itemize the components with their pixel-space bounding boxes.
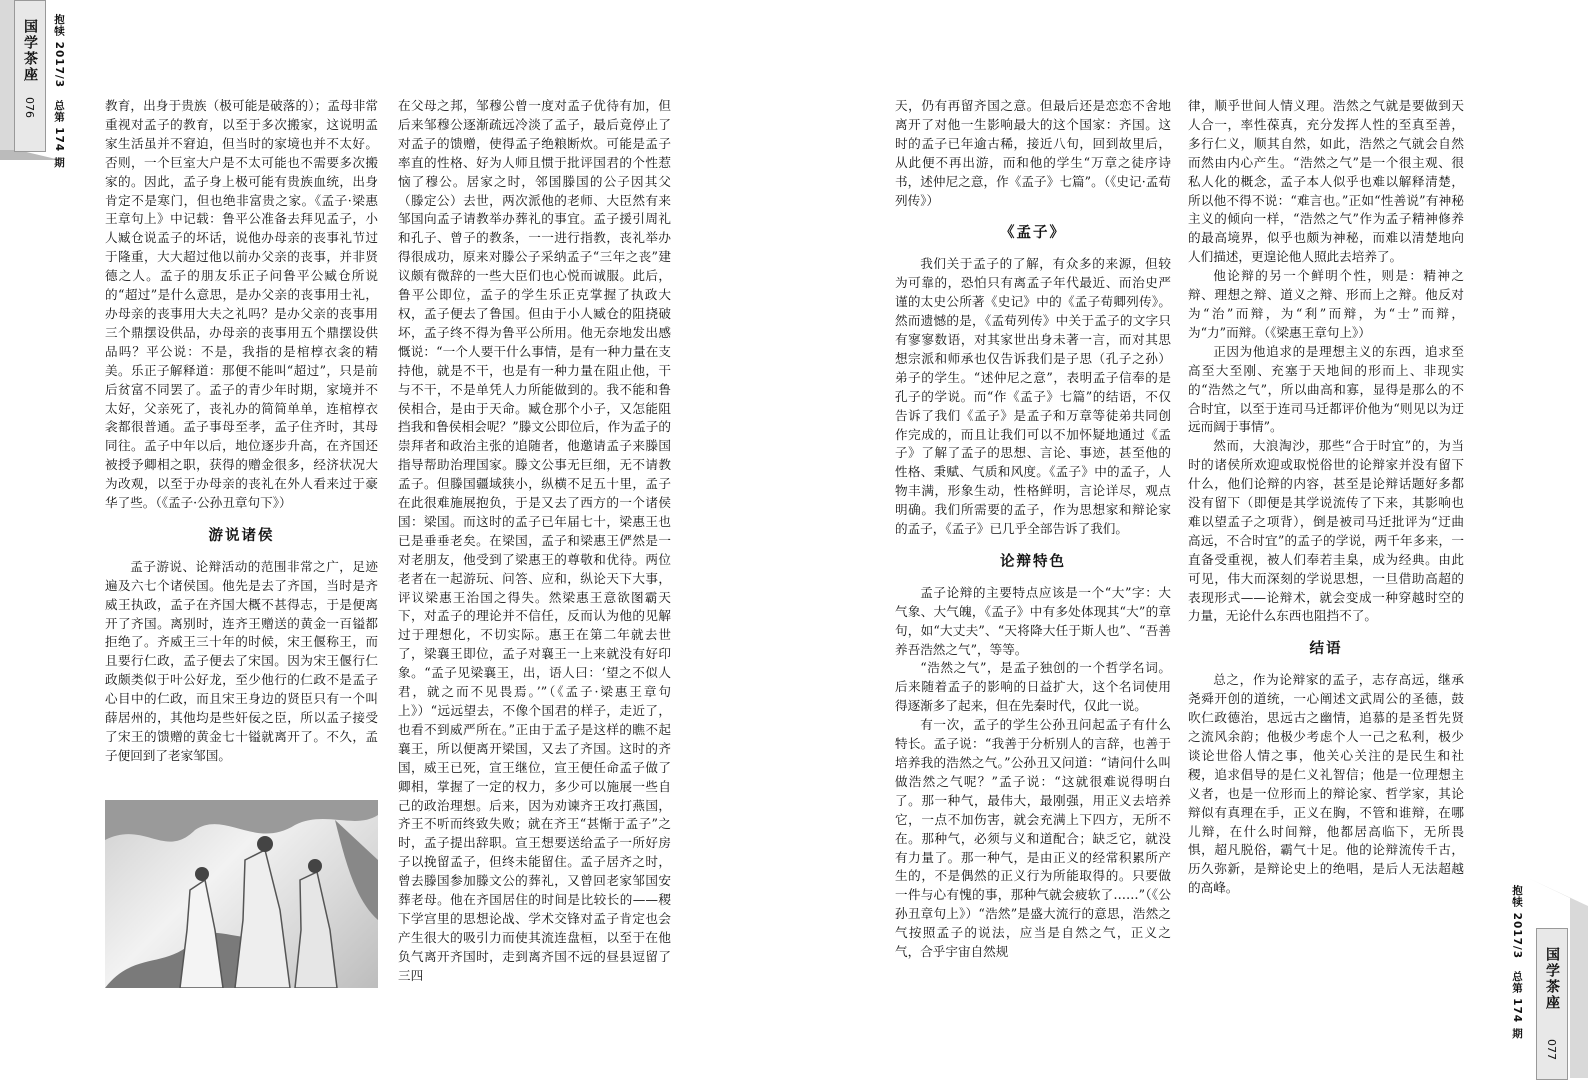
col4-para-1: 律，顺乎世间人情义理。浩然之气就是要做到天人合一，率性葆真，充分发挥人性的至真至善，多行仁义，顺其自然，如此，浩然之气就会自然而然由内心产生。“浩然之气”是一个很主观、很私人化的概念，孟子本人似乎也难以解释清楚，所以他不得不说：“难言也。”正如“性善说”有神秘主义的倾向一样，“浩然之气”作为孟子精神修养的最高境界，似乎也颇为神秘，而难以清楚地向人们描述，更遑论他人照此去培养了。 — [1188, 98, 1464, 265]
col4-para-4: 然而，大浪淘沙，那些“合于时宜”的，为当时的诸侯所欢迎或取悦俗世的论辩家并没有留下什么，他们论辩的内容，甚至是论辩话题好多都没有留下（即便是其学说流传了下来，其影响也难以望孟子之项背），倒是被司马迁批评为“迂曲高远，不合时宜”的孟子的学说，两千年多来，一直备受重视，被人们奉若圭臬，成为经典。由此可见，伟大而深刻的学说思想，一旦借助高超的表现形式——论辩术，就会变成一种穿越时空的力量，无论什么东西也阻挡不了。 — [1188, 438, 1464, 624]
column-1 — [105, 97, 378, 766]
col3-para-2: 我们关于孟子的了解，有众多的来源，但较为可靠的，恐怕只有离孟子年代最近、而治史严谨的太史公所著《史记》中的《孟子荀卿列传》。然而遗憾的是，《孟荀列传》中关于孟子的文字只有寥寥数语，对其家世出身未著一言，而对其思想宗派和师承也仅告诉我们是子思（孔子之孙）弟子的学生。“述仲尼之意”，表明孟子信奉的是孔子的学说。而“作《孟子》七篇”的结语，不仅告诉了我们《孟子》是孟子和万章等徒弟共同创作完成的，而且让我们可以不加怀疑地通过《孟子》了解了孟子的思想、言论、事迹，甚至他的性格、秉赋、气质和风度。《孟子》中的孟子，人物丰满，形象生动，性格鲜明，言论详尽，观点明确。我们所需要的孟子，作为思想家和辩论家的孟子，《孟子》已几乎全部告诉了我们。 — [895, 256, 1171, 537]
section-tab-left — [14, 0, 46, 152]
mencius-illustration — [105, 800, 378, 988]
magazine-issue-right: 抱犊 2017/3 总第 174 期 — [1511, 885, 1523, 1040]
heading-mengzi: 《孟子》 — [1000, 225, 1066, 242]
col4-para-2: 他论辩的另一个鲜明个性，则是：精神之辩、理想之辩、道义之辩、形而上之辩。他反对为“治”而辩，为“利”而辩，为“士”而辩，为“力”而辩。（《梁惠王章句上》） — [1188, 268, 1464, 340]
column-2 — [398, 97, 671, 986]
magazine-issue-left: 抱犊 2017/3 总第 174 期 — [53, 14, 65, 169]
column-4 — [1188, 97, 1464, 898]
section-tab-right — [1536, 928, 1568, 1080]
col2-para-1: 在父母之邦，邹穆公曾一度对孟子优待有加，但后来邹穆公逐渐疏远冷淡了孟子，最后竟停止了对孟子的馈赠，使得孟子绝粮断炊。可能是孟子率直的性格、好为人师且惯于批评国君的个性惹恼了穆公。居家之时，邻国滕国的公子因其父（滕定公）去世，两次派他的老师、大臣然有来邹国向孟子请教举办葬礼的事宜。孟子援引周礼和孔子、曾子的教条，一一进行指教，丧礼举办得很成功，原来对滕公子采纳孟子“三年之丧”建议颇有微辞的一些大臣们也心悦而诚服。此后，鲁平公即位，孟子的学生乐正克掌握了执政大权，孟子便去了鲁国。但由于小人臧仓的阻挠破坏，孟子终不得为鲁平公所用。他无奈地发出感慨说：“一个人要干什么事情，是有一种力量在支持他，就是不干，也是有一种力量在阻止他，干与不干，不是单凭人力所能做到的。我不能和鲁侯相合，是由于天命。臧仓那个小子，又怎能阻挡我和鲁侯相会呢？”滕文公即位后，作为孟子的崇拜者和政治主张的追随者，他邀请孟子来滕国指导帮助治理国家。滕文公事无巨细，无不请教孟子。但滕国疆域狭小，纵横不足五十里，孟子在此很难施展抱负，于是又去了西方的一个诸侯国：梁国。而这时的孟子已年届七十，梁惠王也已是垂垂老矣。在梁国，孟子和梁惠王俨然是一对老朋友，他受到了梁惠王的尊敬和优待。两位老者在一起游玩、问答、应和，纵论天下大事，评议梁惠王治国之得失。然梁惠王意欲图霸天下，对孟子的理论并不信任，反而认为他的见解过于理想化，不切实际。惠王在第二年就去世了，梁襄王即位，孟子对襄王一上来就没有好印象。“孟子见梁襄王，出，语人曰：‘望之不似人君，就之而不见畏焉。’”（《孟子·梁惠王章句上》）“远远望去，不像个国君的样子，走近了，也看不到威严所在。”正由于孟子是这样的瞧不起襄王，所以便离开梁国，又去了齐国。这时的齐国，威王已死，宣王继位，宣王便任命孟子做了卿相，掌握了一定的权力，多少可以施展一些自己的政治理想。后来，因为劝谏齐王攻打燕国，齐王不听而终致失败；就在齐王“甚惭于孟子”之时，孟子提出辞职。宣王想要送给孟子一所好房子以挽留孟子，但终未能留住。孟子居齐之时，曾去滕国参加滕文公的葬礼，又曾回老家邹国安葬老母。他在齐国居住的时间是比较长的——稷下学宫里的思想论战、学术交锋对孟子肯定也会产生很大的吸引力而使其流连盘桓，以至于在他负气离开齐国时，走到离齐国不远的昼县逗留了三四 — [398, 98, 671, 983]
col3-para-1: 天，仍有再留齐国之意。但最后还是恋恋不舍地离开了对他一生影响最大的这个国家：齐国。这时的孟子已年逾古稀，接近八旬，回到故里后，从此便不再出游，而和他的学生“万章之徒序诗书，述仲尼之意，作《孟子》七篇”。（《史记·孟荀列传》） — [895, 98, 1171, 208]
col3-para-5: 有一次，孟子的学生公孙丑问起孟子有什么特长。孟子说：“我善于分析别人的言辞，也善于培养我的浩然之气。”公孙丑又问道：“请问什么叫做浩然之气呢？”孟子说：“这就很难说得明白了。那一种气，最伟大，最刚强，用正义去培养它，一点不加伤害，就会充满上下四方，无所不在。那种气，必须与义和道配合；缺乏它，就没有力量了。那一种气，是由正义的经常积累所产生的，不是偶然的正义行为所能取得的。只要做一件与心有愧的事，那种气就会疲软了……”（《公孙丑章句上》）“浩然”是盛大流行的意思，浩然之气按照孟子的说法，应当是自然之气，正义之气，合乎宇宙自然规 — [895, 717, 1171, 960]
col3-para-4: “浩然之气”，是孟子独创的一个哲学名词。后来随着孟子的影响的日益扩大，这个名词使用得逐渐多了起来，但在先秦时代，仅此一说。 — [895, 660, 1171, 714]
section-name: 国学茶座 — [22, 19, 38, 83]
page-number-right: 077 — [1545, 1039, 1558, 1060]
col3-para-3: 孟子论辩的主要特点应该是一个“大”字：大气象、大气魄，《孟子》中有多处体现其“大”的章句，如“大丈夫”、“天将降大任于斯人也”、“吾善养吾浩然之气”，等等。 — [895, 584, 1171, 657]
column-3 — [895, 97, 1171, 962]
left-page — [0, 0, 794, 1078]
col4-para-5: 总之，作为论辩家的孟子，志存高远，继承尧舜开创的道统，一心阐述文武周公的圣德，鼓吹仁政德治，思远古之幽情，追慕的是圣哲先贤之流风余韵；他极少考虑个人一己之私利，极少谈论世俗人情之事，他关心关注的是民生和社稷，追求倡导的是仁义礼智信；他是一位理想主义者，也是一位形而上的辩论家、哲学家，其论辩似有真理在手，正义在胸，不管和谁辩，在哪儿辩，在什么时间辩，他都居高临下，无所畏惧，超凡脱俗，霸气十足。他的论辩流传千古，历久弥新，是辩论史上的绝唱，是后人无法超越的高峰。 — [1188, 672, 1464, 896]
heading-lunbian: 论辩特色 — [1000, 553, 1066, 570]
section-name-right: 国学茶座 — [1544, 947, 1560, 1011]
col1-para-1: 教育，出身于贵族（极可能是破落的）；孟母非常重视对孟子的教育，以至于多次搬家，这说明孟家生活虽并不窘迫，但当时的家境也并不太好。否则，一个巨室大户是不太可能也不需要多次搬家的。因此，孟子身上极可能有贵族血统，出身肯定不是寒门，但也绝非富贵之家。《孟子·梁惠王章句上》中记载：鲁平公准备去拜见孟子，小人臧仓说孟子的坏话，说他办母亲的丧事礼节过于隆重，大大超过他以前办父亲的丧事，并非贤德之人。孟子的朋友乐正子问鲁平公臧仓所说的“超过”是什么意思，是办父亲的丧事用士礼，办母亲的丧事用大夫之礼吗？是办父亲的丧事用三个鼎摆设供品，办母亲的丧事用五个鼎摆设供品吗？平公说：不是，我指的是棺椁衣衾的精美。乐正子解释道：那便不能叫“超过”，只是前后贫富不同罢了。孟子的青少年时期，家境并不太好，父亲死了，丧礼办的简简单单，连棺椁衣衾都很普通。孟子事母至孝，孟子住齐时，其母同往。孟子中年以后，地位逐步升高，在齐国还被授予卿相之职，获得的赠金很多，经济状况大为改观，以至于办母亲的丧礼在外人看来过于豪华了些。（《孟子·公孙丑章句下》） — [105, 98, 378, 511]
col1-para-2: 孟子游说、论辩活动的范围非常之广，足迹遍及六七个诸侯国。他先是去了齐国，当时是齐威王执政，孟子在齐国大概不甚得志，于是便离开了齐国。离别时，连齐王赠送的黄金一百镒都拒绝了。齐威王三十年的时候，宋王偃称王，而且要行仁政，孟子便去了宋国。因为宋王偃行仁政颇类似于叶公好龙，至少他行的仁政不是孟子心目中的仁政，而且宋王身边的贤臣只有一个叫薛居州的，其他均是些奸佞之臣，所以孟子接受了宋王的馈赠的黄金七十镒就离开了。不久，孟子便回到了老家邹国。 — [105, 558, 378, 763]
right-page — [794, 0, 1588, 1078]
col4-para-3: 正因为他追求的是理想主义的东西，追求至高至大至刚、充塞于天地间的形而上、非现实的“浩然之气”，所以曲高和寡，显得是那么的不合时宜，以至于连司马迁都评价他为“则见以为迂远而阔于事情”。 — [1188, 343, 1464, 435]
heading-youshuo: 游说诸侯 — [208, 527, 275, 544]
heading-jieyu: 结语 — [1309, 641, 1343, 658]
page-number-left: 076 — [23, 97, 36, 118]
